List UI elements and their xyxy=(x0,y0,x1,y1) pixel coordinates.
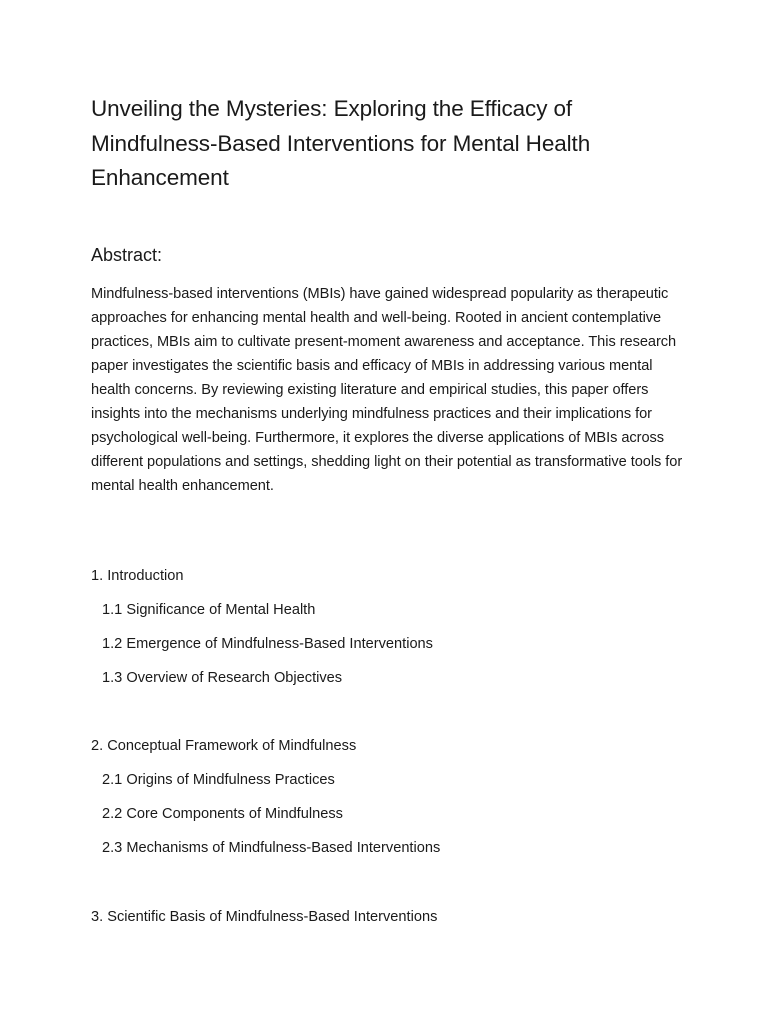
abstract-heading: Abstract: xyxy=(91,245,163,265)
abstract-body: Mindfulness-based interventions (MBIs) have gained widespread popularity as therapeutic approaches for enhancing mental health and well-being. Rooted in ancient contemplative practices, MBIs aim to cultivate present-moment awareness and acceptance. This research paper investigates the scientific basis and efficacy of MBIs in addressing various mental health concerns. By reviewing existing literature and empirical studies, this paper offers insights into the mechanisms underlying mindfulness practices and their implications for psychological well-being. Furthermore, it explores the diverse applications of MBIs across different populations and settings, shedding light on their potential as transformative tools for mental health enhancement. xyxy=(91,286,683,494)
toc-subsection-2-3: 2.3 Mechanisms of Mindfulness-Based Interventions xyxy=(102,840,441,856)
toc-subsection-1-2: 1.2 Emergence of Mindfulness-Based Interventions xyxy=(102,636,433,652)
toc-section-3: 3. Scientific Basis of Mindfulness-Based Interventions xyxy=(91,909,438,925)
toc-subsection-1-3: 1.3 Overview of Research Objectives xyxy=(102,670,343,686)
toc-subsection-2-1: 2.1 Origins of Mindfulness Practices xyxy=(102,772,335,788)
toc-subsection-2-2: 2.2 Core Components of Mindfulness xyxy=(102,806,343,822)
toc-section-1: 1. Introduction xyxy=(91,568,184,584)
toc-section-2: 2. Conceptual Framework of Mindfulness xyxy=(91,738,357,754)
toc-subsection-1-1: 1.1 Significance of Mental Health xyxy=(102,602,316,618)
paper-title: Unveiling the Mysteries: Exploring the Efficacy of Mindfulness-Based Interventions for Mental Health Enhancement xyxy=(91,96,591,190)
